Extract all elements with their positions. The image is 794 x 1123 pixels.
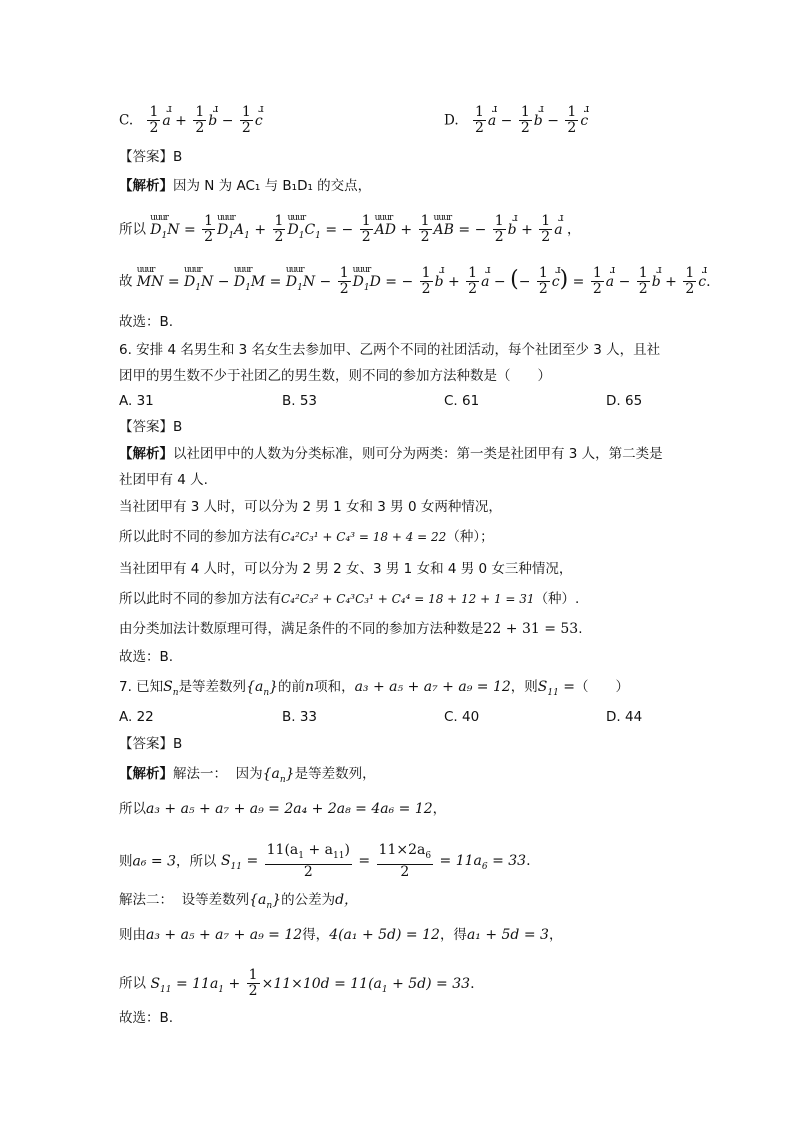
q5-conclusion: 故选：B. [119,314,174,330]
q7-m1-line3 [119,843,531,880]
stem-end: （ ） [575,679,629,695]
q5-analysis-line3 [119,266,711,297]
q6-option-b: B. 53 [282,393,318,409]
q6-analysis-line4 [119,528,494,546]
stem-formula: a₃ + a₅ + a₇ + a₉ = 12 [354,679,511,695]
intro-text: d， [335,892,359,908]
intro-text: 是等差数列， [294,766,376,782]
q7-conclusion: 故选：B. [119,1010,174,1026]
option-label: C. [119,112,134,129]
stem-text: ，则 [510,679,538,695]
stem-prefix: 7. 已知 [119,679,164,695]
line-suffix: （种）. [534,591,580,607]
line-text: ，得 [439,927,467,943]
line-text: ，所以 [176,853,217,870]
stem-text: 是等差数列 [178,679,247,695]
line-prefix: 由分类加法计数原理可得，满足条件的不同的参加方法种数是 [119,621,484,637]
line-prefix: 所以此时不同的参加方法有 [119,591,281,607]
analysis-label: 【解析】 [119,178,173,194]
s11-formula: $S_{11}$ = $\frac{11(a_1 + a_{11})}{2}$ = $\frac{11\times 2a_6}{2}$ = $11a_6 = 33$. [216,842,531,880]
intro-text: 设等差数列 [181,892,250,908]
q7-option-a: A. 22 [119,709,154,725]
vector-formula-2: uuur MN = uuur $D_1N$ − uuur $D_1M$ = uuur $D_1N$ − $\frac{1}{2}$ uuur $D_1D$ = − $\frac{1}{2}$ ɹ b + $\frac{1}{2}$ ɹ a − (− $\frac{1}{2}$ ɹ c) = $\frac{1}{2}$ ɹ a − $\frac{1}{2}$ ɹ b + $\frac{1}{2}$ ɹ c. [137,274,711,290]
sum-formula: a₃ + a₅ + a₇ + a₉ = 2a₄ + 2a₈ = 4a₆ = 12 [146,801,433,817]
stem-text: 的前 [278,679,306,695]
sum-formula: 22 + 31 = 53 [483,621,579,637]
equation: a₁ + 5d = 3 [466,927,549,943]
q7-answer: 【答案】B [119,736,183,752]
analysis-label: 【解析】 [119,446,173,462]
q7-option-b: B. 33 [282,709,318,725]
s11-formula-2: $S_{11} = 11a_1$ + $\frac{1}{2}$ $\times 11\times 10d = 11(a_1 + 5d) = 33$. [146,967,475,999]
combination-formula: C₄²C₃² + C₄³C₃¹ + C₄⁴ = 18 + 12 + 1 = 31 [281,592,535,606]
line-text: 得， [302,927,330,943]
q6-analysis-line1 [119,445,663,463]
analysis-text: 因为 N 为 AC₁ 与 B₁D₁ 的交点， [173,178,372,194]
analysis-text: 以社团甲中的人数为分类标准，则可分为两类：第一类是社团甲有 3 人，第二类是 [173,446,663,462]
q5-option-d [444,105,588,136]
q6-analysis-line3: 当社团甲有 3 人时，可以分为 2 男 1 女和 3 男 0 女两种情况， [119,499,502,515]
q6-answer: 【答案】B [119,419,183,435]
q7-method1-intro: 【解析】解法一： 因为$\{a_n\}$是等差数列， [119,766,376,785]
line-suffix: （种）； [446,529,494,545]
q5-analysis-line1 [119,177,371,195]
q6-stem-line2: 团甲的男生数不少于社团乙的男生数，则不同的参加方法种数是（ ） [119,368,551,384]
line-prefix: 所以 [119,975,146,992]
method-label: 解法一： [173,766,227,782]
stem-text: 项和， [314,679,355,695]
q6-analysis-line2: 社团甲有 4 人. [119,472,208,488]
q6-analysis-line6 [119,590,579,608]
sum-formula: a₃ + a₅ + a₇ + a₉ = 12 [146,927,303,943]
line-prefix: 故 [119,273,133,290]
line-prefix: 所以此时不同的参加方法有 [119,529,281,545]
q5-option-c [119,105,263,136]
option-c-formula: $\frac{1}{2}$ ɹ a + $\frac{1}{2}$ ɹ b − $\frac{1}{2}$ ɹ c [145,113,262,129]
analysis-label: 【解析】 [119,766,173,782]
line-prefix: 所以 [119,221,146,238]
option-label: D. [444,112,459,129]
q5-analysis-line2: 所以 uuur $D_1N$ = $\frac{1}{2}$ uuur $D_1A_1$ + $\frac{1}{2}$ uuur $D_1C_1$ = − $\frac{1}{2}$ uuur AD + $\frac{1}{2}$ uuur AB = − $\frac{1}{2}$ ɹ b + $\frac{1}{2}$ ɹ a ， [119,214,581,245]
q6-option-c: C. 61 [444,393,480,409]
line-prefix: 所以 [119,801,146,817]
option-d-formula: $\frac{1}{2}$ ɹ a − $\frac{1}{2}$ ɹ b − $\frac{1}{2}$ ɹ c [471,113,588,129]
line-prefix: 则 [119,853,133,870]
method-label: 解法二： [119,892,173,908]
q7-option-c: C. 40 [444,709,480,725]
q7-stem: 7. 已知$S_n$是等差数列$\{a_n\}$的前n项和，a₃ + a₅ + a₇ + a₉ = 12，则$S_{11}$ =（ ） [119,679,629,698]
vector-formula-1: uuur $D_1N$ = $\frac{1}{2}$ uuur $D_1A_1$ + $\frac{1}{2}$ uuur $D_1C_1$ = − $\frac{1}{2}$ uuur AD + $\frac{1}{2}$ uuur AB = − $\frac{1}{2}$ ɹ b + $\frac{1}{2}$ ɹ a [150,222,567,238]
combination-formula: C₄²C₃¹ + C₄³ = 18 + 4 = 22 [281,530,447,544]
line-prefix: 则由 [119,927,146,943]
q6-analysis-line7: 由分类加法计数原理可得，满足条件的不同的参加方法种数是22 + 31 = 53. [119,621,583,637]
q6-conclusion: 故选：B. [119,649,174,665]
intro-text: 的公差为 [281,892,336,908]
q6-stem-line1: 6. 安排 4 名男生和 3 名女生去参加甲、乙两个不同的社团活动，每个社团至少 3 人，且社 [119,342,661,358]
q6-analysis-line5: 当社团甲有 4 人时，可以分为 2 男 2 女、3 男 1 女和 4 男 0 女三种情况， [119,561,573,577]
intro-text: 因为 [235,766,263,782]
a6-value: a₆ = 3 [132,853,176,870]
q7-m2-line3 [119,968,475,999]
q7-m2-line2: 则由a₃ + a₅ + a₇ + a₉ = 12得，4(a₁ + 5d) = 12，得a₁ + 5d = 3， [119,927,563,943]
q7-method2-intro: 解法二： 设等差数列$\{a_n\}$的公差为d， [119,892,359,911]
equation: 4(a₁ + 5d) = 12 [329,927,440,943]
q7-m1-line2: 所以a₃ + a₅ + a₇ + a₉ = 2a₄ + 2a₈ = 4a₆ = 12， [119,801,447,817]
q5-answer: 【答案】B [119,149,183,165]
q7-option-d: D. 44 [606,709,643,725]
q6-option-d: D. 65 [606,393,643,409]
q6-option-a: A. 31 [119,393,154,409]
